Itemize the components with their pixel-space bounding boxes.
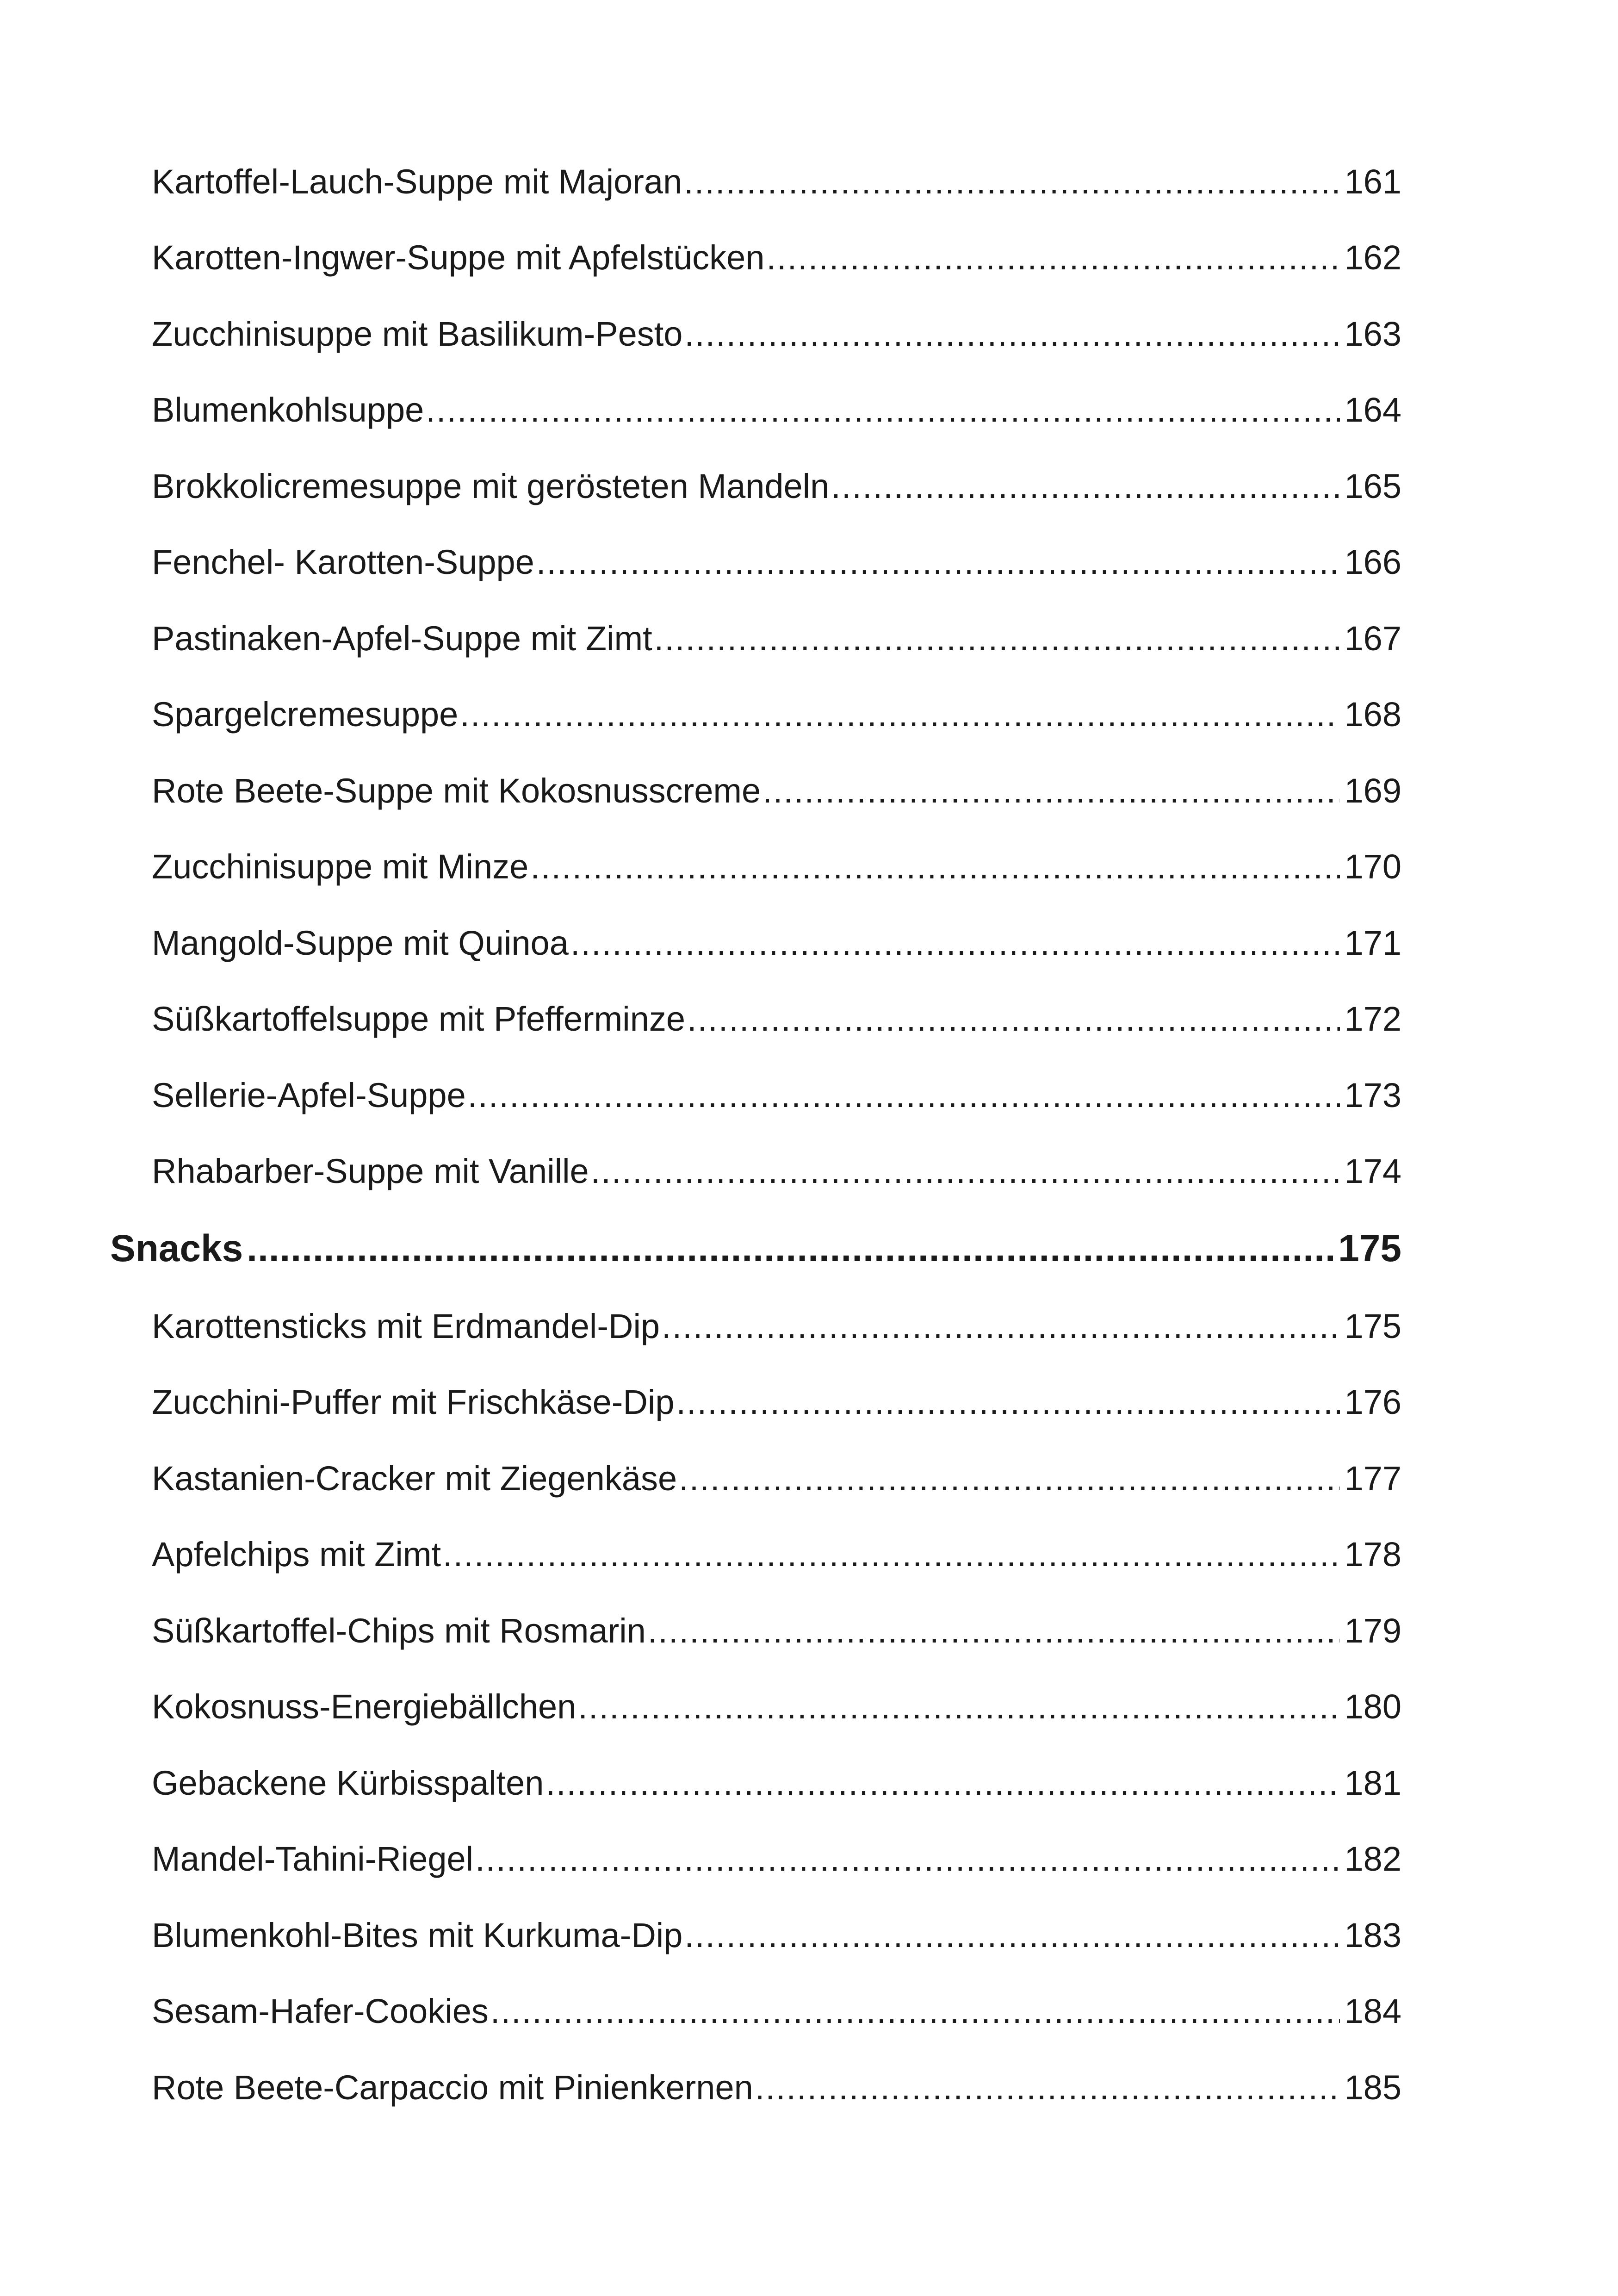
dot-leader (648, 1611, 1340, 1650)
dot-leader (536, 542, 1340, 582)
toc-entry-title: Karotten-Ingwer-Suppe mit Apfelstücken (152, 238, 765, 277)
toc-entry[interactable] (0, 372, 1618, 448)
toc-entry-title: Mandel-Tahini-Riegel (152, 1840, 474, 1879)
toc-entry-page: 161 (1344, 162, 1401, 201)
toc-entry-title: Rote Beete-Carpaccio mit Pinienkernen (152, 2068, 753, 2107)
toc-entry[interactable] (0, 905, 1618, 981)
dot-leader (468, 1076, 1340, 1115)
toc-entry[interactable] (0, 1133, 1618, 1210)
toc-entry-page: 170 (1344, 847, 1401, 886)
dot-leader (475, 1839, 1339, 1879)
toc-entry[interactable] (0, 753, 1618, 829)
dot-leader (570, 923, 1340, 963)
toc-section-page: 175 (1338, 1227, 1401, 1269)
toc-entry[interactable] (0, 981, 1618, 1058)
toc-entry-page: 163 (1344, 314, 1401, 353)
toc-entry-page: 176 (1344, 1383, 1401, 1422)
dot-leader (578, 1687, 1339, 1726)
dot-leader (831, 467, 1339, 506)
dot-leader (766, 238, 1339, 277)
toc-entry[interactable] (0, 1440, 1618, 1517)
toc-entry-page: 164 (1344, 391, 1401, 429)
toc-entry-title: Rote Beete-Suppe mit Kokosnusscreme (152, 771, 761, 810)
toc-entry[interactable] (0, 448, 1618, 524)
toc-entry[interactable] (0, 600, 1618, 677)
toc-entry-page: 177 (1344, 1459, 1401, 1498)
toc-entry-title: Blumenkohlsuppe (152, 391, 424, 429)
toc-entry-page: 173 (1344, 1076, 1401, 1114)
toc-entry-page: 184 (1344, 1992, 1401, 2031)
toc-entry-title: Zucchinisuppe mit Minze (152, 847, 529, 886)
toc-entry-page: 169 (1344, 771, 1401, 810)
toc-entry-title: Kastanien-Cracker mit Ziegenkäse (152, 1459, 677, 1498)
dot-leader (591, 1151, 1340, 1191)
dot-leader (530, 847, 1339, 886)
toc-entry[interactable] (0, 1288, 1618, 1364)
toc-entry-title: Zucchini-Puffer mit Frischkäse-Dip (152, 1383, 675, 1422)
toc-entry-page: 183 (1344, 1916, 1401, 1954)
toc-entry[interactable] (0, 1669, 1618, 1745)
toc-entry-title: Mangold-Suppe mit Quinoa (152, 923, 569, 962)
toc-entry[interactable] (0, 220, 1618, 296)
toc-entry-page: 167 (1344, 619, 1401, 658)
toc-entry-page: 179 (1344, 1611, 1401, 1650)
toc-entry-title: Blumenkohl-Bites mit Kurkuma-Dip (152, 1916, 683, 1954)
dot-leader (460, 695, 1339, 734)
toc-entry-title: Rhabarber-Suppe mit Vanille (152, 1152, 589, 1191)
toc-entry[interactable] (0, 677, 1618, 753)
dot-leader (247, 1227, 1333, 1270)
toc-entry-page: 180 (1344, 1687, 1401, 1726)
toc-entry-title: Pastinaken-Apfel-Suppe mit Zimt (152, 619, 652, 658)
toc-entry-page: 172 (1344, 1000, 1401, 1039)
toc-entry-title: Karottensticks mit Erdmandel-Dip (152, 1307, 660, 1345)
dot-leader (679, 1459, 1339, 1498)
toc-entry-page: 168 (1344, 695, 1401, 734)
toc-entry-page: 182 (1344, 1840, 1401, 1879)
dot-leader (687, 999, 1339, 1039)
dot-leader (676, 1382, 1339, 1422)
dot-leader (546, 1763, 1339, 1803)
toc-entry-page: 165 (1344, 467, 1401, 505)
toc-entry-title: Kartoffel-Lauch-Suppe mit Majoran (152, 162, 682, 201)
toc-entry-title: Kokosnuss-Energiebällchen (152, 1687, 577, 1726)
toc-entry-page: 185 (1344, 2068, 1401, 2107)
toc-entry[interactable] (0, 1057, 1618, 1133)
toc-entry-title: Fenchel- Karotten-Suppe (152, 543, 534, 582)
dot-leader (684, 1916, 1339, 1955)
toc-entry-title: Apfelchips mit Zimt (152, 1535, 441, 1574)
toc-entry[interactable] (0, 1745, 1618, 1821)
dot-leader (684, 162, 1339, 201)
dot-leader (755, 2068, 1340, 2107)
toc-entry[interactable] (0, 143, 1618, 220)
toc-entry-title: Süßkartoffelsuppe mit Pfefferminze (152, 1000, 686, 1039)
dot-leader (654, 619, 1340, 658)
dot-leader (662, 1307, 1339, 1346)
toc-entry[interactable] (0, 1821, 1618, 1898)
dot-leader (443, 1535, 1340, 1574)
toc-entry-page: 178 (1344, 1535, 1401, 1574)
toc-section-title: Snacks (110, 1227, 243, 1269)
toc-entry[interactable] (0, 1593, 1618, 1669)
toc-entry[interactable] (0, 829, 1618, 905)
toc-entry-page: 174 (1344, 1152, 1401, 1191)
toc-entry[interactable] (0, 1517, 1618, 1593)
toc-entry-page: 166 (1344, 543, 1401, 582)
toc-entry-title: Süßkartoffel-Chips mit Rosmarin (152, 1611, 646, 1650)
toc-entry-page: 175 (1344, 1307, 1401, 1345)
toc-entry[interactable] (0, 296, 1618, 372)
dot-leader (763, 771, 1339, 810)
toc-entry-page: 181 (1344, 1763, 1401, 1802)
toc-entry[interactable] (0, 1973, 1618, 2050)
toc-entry-title: Sesam-Hafer-Cookies (152, 1992, 489, 2031)
toc-entry-title: Gebackene Kürbisspalten (152, 1763, 544, 1802)
toc-entry[interactable] (0, 2049, 1618, 2126)
toc-entry[interactable] (0, 524, 1618, 601)
toc-entry[interactable] (0, 1364, 1618, 1441)
dot-leader (426, 390, 1339, 429)
dot-leader (490, 1991, 1340, 2031)
dot-leader (684, 314, 1339, 354)
toc-entry-title: Brokkolicremesuppe mit gerösteten Mandeln (152, 467, 830, 505)
toc-entry-title: Spargelcremesuppe (152, 695, 459, 734)
table-of-contents (0, 143, 1618, 2126)
toc-section-heading[interactable] (0, 1209, 1618, 1288)
toc-entry-page: 171 (1344, 923, 1401, 962)
toc-entry[interactable] (0, 1897, 1618, 1973)
toc-entry-page: 162 (1344, 238, 1401, 277)
toc-entry-title: Zucchinisuppe mit Basilikum-Pesto (152, 314, 683, 353)
toc-entry-title: Sellerie-Apfel-Suppe (152, 1076, 466, 1114)
